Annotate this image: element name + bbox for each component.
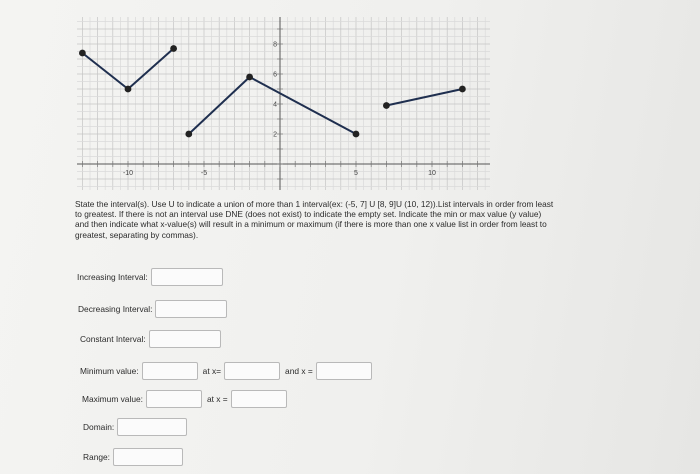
- maximum-row: [82, 390, 287, 408]
- minimum-and-x-label: and x =: [285, 366, 313, 376]
- graph-point-2-1: [459, 86, 466, 93]
- increasing-row: [77, 268, 223, 286]
- maximum-value-input[interactable]: [146, 390, 202, 408]
- graph-point-1-2: [353, 131, 360, 138]
- graph-point-2-0: [383, 102, 390, 109]
- x-tick-label-0: -10: [122, 170, 134, 177]
- range-label: Range:: [83, 452, 111, 462]
- domain-input[interactable]: [117, 418, 187, 436]
- range-row: [83, 448, 183, 466]
- maximum-value-label: Maximum value:: [82, 394, 143, 404]
- decreasing-interval-input[interactable]: [155, 300, 227, 318]
- constant-interval-input[interactable]: [149, 330, 221, 348]
- y-tick-label-3: 8: [273, 41, 277, 49]
- y-tick-label-1: 4: [273, 101, 277, 109]
- maximum-at-x-label: at x =: [206, 394, 228, 404]
- constant-row: [80, 330, 221, 348]
- function-graph: [0, 0, 700, 195]
- minimum-x-value-input[interactable]: [224, 362, 280, 380]
- range-input[interactable]: [113, 448, 183, 466]
- increasing-interval-label: Increasing Interval:: [77, 272, 148, 282]
- x-tick-label-3: 10: [428, 170, 436, 177]
- graph-point-0-2: [170, 45, 177, 52]
- y-tick-label-0: 2: [273, 131, 277, 139]
- x-tick-label-1: -5: [200, 170, 208, 177]
- constant-interval-label: Constant Interval:: [80, 334, 146, 344]
- instructions-text: State the interval(s). Use U to indicate a union of more than 1 interval(ex: (-5, 7] U [8, 9]U (10, 12)).List intervals in order from least to greatest. If there is not an interval use DNE (does not exist) to indicate the empty set. Indicate the min or max value (y value) and then indicate what x-value(s) will result in a minimum or maximum (if there is more than one x value list in order from least to greatest, separating by commas).: [75, 199, 554, 240]
- domain-row: [83, 418, 187, 436]
- domain-label: Domain:: [83, 422, 115, 432]
- maximum-x-value-input[interactable]: [231, 390, 287, 408]
- minimum-value-label: Minimum value:: [80, 366, 139, 376]
- decreasing-interval-label: Decreasing Interval:: [78, 304, 153, 314]
- decreasing-row: [78, 300, 227, 318]
- graph-point-1-0: [185, 131, 192, 138]
- increasing-interval-input[interactable]: [151, 268, 223, 286]
- minimum-row: [80, 362, 372, 380]
- graph-point-0-0: [79, 50, 86, 57]
- graph-axes: [77, 17, 490, 190]
- minimum-value-input[interactable]: [142, 362, 198, 380]
- graph-point-1-1: [246, 74, 253, 81]
- minimum-second-x-value-input[interactable]: [316, 362, 372, 380]
- minimum-at-x-label: at x=: [202, 366, 222, 376]
- x-tick-label-2: 5: [354, 170, 358, 177]
- y-tick-label-2: 6: [273, 71, 277, 79]
- graph-point-0-1: [125, 86, 132, 93]
